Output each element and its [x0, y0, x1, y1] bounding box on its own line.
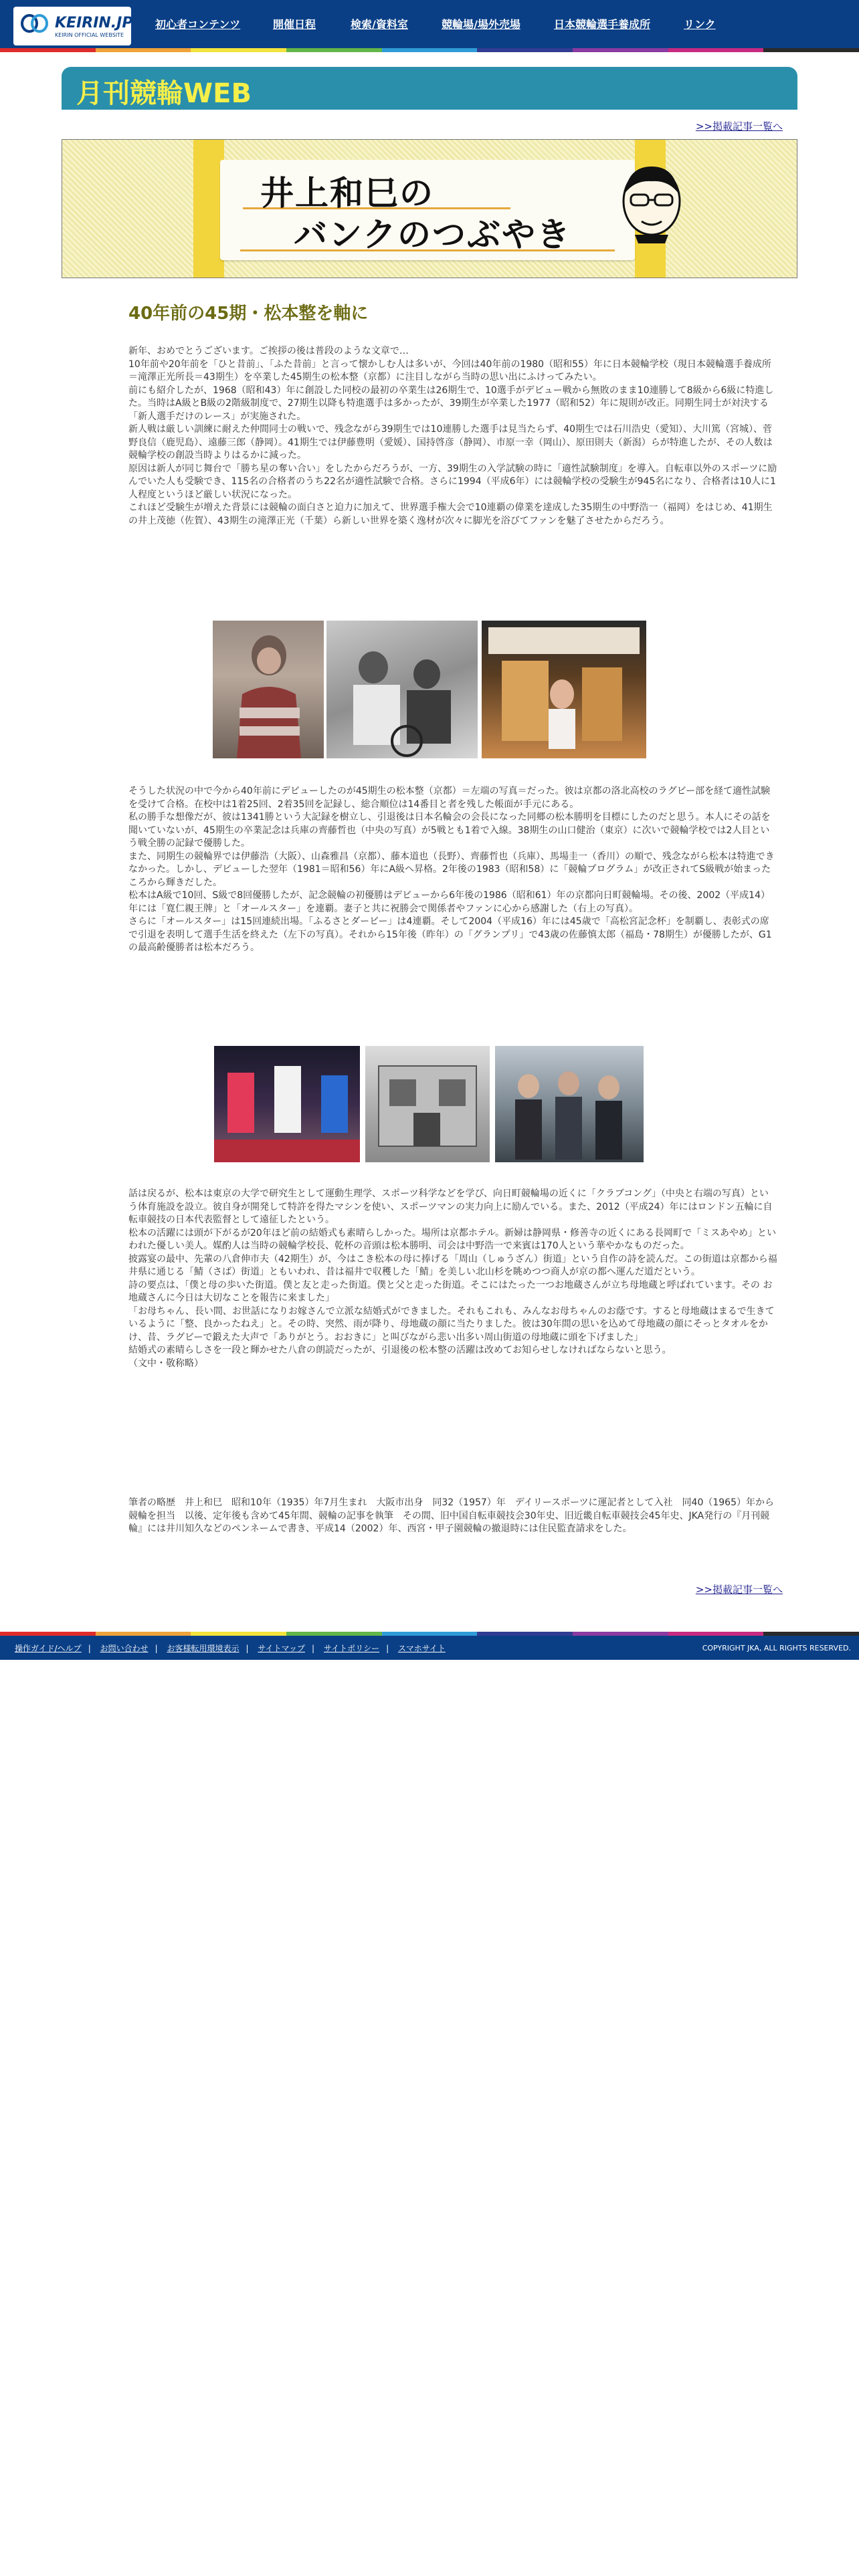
site-footer	[0, 1636, 859, 1660]
paragraph: 結婚式の素晴らしさを一段と輝かせた八倉の朗読だったが、引退後の松本整の活躍は改めてお知らせしなければならないと思う。	[128, 1345, 672, 1356]
copyright: COPYRIGHT JKA, ALL RIGHTS RESERVED.	[702, 1644, 851, 1652]
nav-training-school[interactable]: 日本競輪選手養成所	[554, 18, 651, 31]
column-banner	[62, 139, 797, 278]
photo-stage-scene	[482, 621, 646, 758]
column-title-line1: 井上和巳の	[260, 174, 434, 213]
article-middle	[128, 785, 777, 955]
photo-club-kong-exterior	[365, 1046, 490, 1162]
paragraph: 私の勝手な想像だが、彼は1341勝という大記録を樹立し、引退後は日本名輪会の会長になった同郷の松本勝明を目標にしたのだと思う。本人にその話を聞いていないが、45期生の卒業記念は兵庫の齊藤哲也（中央の写真）が5戦とも1着で入線。38期生の山口健治（東京）に次いで競輪学校では2人目という戦全勝の記録で優勝した。	[128, 812, 771, 849]
color-strip-segment	[668, 48, 764, 52]
footer-separator: |	[386, 1644, 389, 1653]
footer-link-contact[interactable]: お問い合わせ	[100, 1644, 149, 1653]
photo-people-group	[495, 1046, 644, 1162]
paragraph: 松本はA級で10回、S級で8回優勝したが、記念競輪の初優勝はデビューから6年後の1986（昭和61）年の京都向日町競輪場。その後、2002（平成14）年には「寛仁親王牌」と「オールスター」を連覇。妻子と共に祝勝会で関係者やファンに心から感謝した（右上の写真）。	[128, 890, 770, 914]
color-strip-segment	[382, 48, 478, 52]
photo-graduation-race	[326, 621, 478, 758]
nav-venues[interactable]: 競輪場/場外売場	[442, 18, 520, 31]
logo-text: KEIRIN.JP	[55, 15, 133, 31]
paragraph: 10年前や20年前を「ひと昔前」、「ふた昔前」と言って懐かしむ人は多いが、今回は40年前の1980（昭和55）年に日本競輪学校（現日本競輪選手養成所＝滝澤正光所長＝43期生）を卒業した45期生の松本整（京都）に注目しながら当時の思い出にふけってみたい。	[128, 358, 771, 383]
photo-matsumoto-young	[213, 621, 324, 758]
color-strip-segment	[0, 48, 96, 52]
column-title-line2: バンクのつぶやき	[294, 215, 571, 254]
color-strip-segment	[573, 48, 668, 52]
footer-link-sitemap[interactable]: サイトマップ	[258, 1644, 306, 1653]
photo-race-scene	[326, 621, 478, 758]
footer-link-policy[interactable]: サイトポリシー	[323, 1644, 380, 1653]
section-title-banner	[62, 67, 797, 110]
footer-link-help[interactable]: 操作ガイド/ヘルプ	[15, 1644, 82, 1653]
photo-club-kong-interior	[495, 1046, 644, 1162]
photo-person-icon	[213, 621, 324, 758]
logo-subtext: KEIRIN OFFICIAL WEBSITE	[55, 32, 124, 38]
paragraph: これほど受験生が増えた背景には競輪の面白さと迫力に加えて、世界選手権大会で10連覇の偉業を達成した35期生の中野浩一（福岡）をはじめ、41期生の井上茂徳（佐賀）、43期生の滝澤正光（千葉）ら新しい世界を築く逸材が次々に脚光を浴びてファンを魅了させたからだろう。	[128, 502, 773, 526]
site-header	[0, 0, 859, 52]
article-title: 40年前の45期・松本整を軸に	[128, 304, 369, 324]
footer-links	[15, 1642, 446, 1654]
photo-building	[365, 1046, 490, 1162]
keirin-logo-icon	[20, 13, 50, 33]
article-intro	[128, 345, 777, 528]
paragraph: （文中・敬称略）	[128, 1358, 203, 1369]
nav-schedule[interactable]: 開催日程	[273, 18, 316, 31]
nav-beginner[interactable]: 初心者コンテンツ	[155, 18, 241, 31]
paragraph: 新年、おめでとうございます。ご挨拶の後は普段のような文章で…	[128, 346, 409, 356]
paragraph: 前にも紹介したが、1968（昭和43）年に創設した同校の最初の卒業生は26期生で、10選手がデビュー戦から無敗のまま10連勝して8級から6級に特進した。当時はA級とB級の2階級制度で、27期生以降も特進選手は多かったが、39期生が卒業した1977（昭和52）年に規則が改正。同期生同士が対決する「新人選手だけのレース」が実施された。	[128, 385, 774, 422]
paragraph: 「お母ちゃん、長い間、お世話になりお嫁さんで立派な結婚式ができました。それもこれも、みんなお母ちゃんのお蔭です。すると母地蔵はまるで生きているように「整、良かったねえ」と。その時、突然、雨が降り、母地蔵の顔に当たりました。彼は30年間の思いを込めて母地蔵の顔にそっとタオルをかけ、昔、ラグビーで鍛えた大声で「ありがとう。おおきに」と叫びながら悲い出多い周山街道の母地蔵に頭を下げました」	[128, 1305, 775, 1343]
section-title: 月刊競輪WEB	[76, 78, 252, 109]
footer-separator: |	[246, 1644, 249, 1653]
photo-celebration	[482, 621, 646, 758]
color-strip-segment	[191, 48, 286, 52]
article-final	[128, 1188, 777, 1370]
footer-link-smartphone[interactable]: スマホサイト	[397, 1644, 446, 1653]
color-strip-segment	[286, 48, 382, 52]
color-strip-segment	[477, 48, 573, 52]
footer-separator: |	[88, 1644, 91, 1653]
header-color-strip	[0, 48, 859, 52]
article-list-link-bottom[interactable]: >>掲載記事一覧へ	[695, 1584, 783, 1596]
photo-podium-scene	[214, 1046, 360, 1162]
nav-search[interactable]: 検索/資料室	[351, 18, 408, 31]
paragraph: 披露宴の最中、先輩の八倉伸市夫（42期生）が、今はこき松本の母に捧げる「周山（しゅうざん）街道」という自作の詩を読んだ。この街道は京都から福井県に通じる「鯖（さば）街道」ともいわれ、昔は福井で収穫した「鯖」を美しい北山杉を眺めつつ商人が京の都へ運んだ道だという。	[128, 1253, 777, 1277]
paragraph: 原因は新人が同じ舞台で「勝ち星の奪い合い」をしたからだろうが、一方、39期生の入学試験の時に「適性試験制度」を導入。自転車以外のスポーツに励んでいた人も受験でき、115名の合格者のうち22名が適性試験で合格。さらに1994（平成6年）には競輪学校の受験生が945名になり、合格者は10人に1人程度というほど厳しい状況になった。	[128, 463, 777, 500]
footer-separator: |	[155, 1644, 158, 1653]
article-list-link-top[interactable]: >>掲載記事一覧へ	[695, 120, 783, 132]
color-strip-segment	[96, 48, 191, 52]
paragraph: 話は戻るが、松本は東京の大学で研究生として運動生理学、スポーツ科学などを学び、向日町競輪場の近くに「クラブコング」（中央と右端の写真）という体育施設を設立。彼自身が開発して特許を得たマシンを使い、スポーツマンの実力向上に励んでいる。また、2012（平成24）年にはロンドン五輪に自転車競技の日本代表監督として遠征したという。	[128, 1188, 773, 1225]
site-logo[interactable]	[13, 7, 131, 45]
footer-link-environment[interactable]: お客様転用環境表示	[167, 1644, 240, 1653]
nav-links[interactable]: リンク	[684, 18, 716, 31]
footer-separator: |	[312, 1644, 315, 1653]
author-profile: 筆者の略歴 井上和巳 昭和10年（1935）年7月生まれ 大阪市出身 同32（1957）年 デイリースポーツに運記者として入社 同40（1965）年から競輪を担当 以後、定年後も含めて45年間、競輪の記事を執筆 その間、旧中国自転車競技会30年史、旧近畿自転車競技会45年史、JKA発行の『月刊競輪』には井川知久などのペンネームで書き、平成14（2002）年、西宮・甲子園競輪の撤退時には住民監査請求をした。	[128, 1497, 774, 1534]
paragraph: また、同期生の競輪界では伊藤浩（大阪）、山森雅昌（京都）、藤本道也（長野）、齊藤哲也（兵庫）、馬場圭一（香川）の順で、残念ながら松本は特進できなかった。しかし、デビューした翌年（1981＝昭和56）年にA級へ昇格。2年後の1983（昭和58）に「競輪プログラム」が改正されてS級戦が始まったころから輝きだした。	[128, 851, 775, 888]
paragraph: 新人戦は厳しい訓練に耐えた仲間同士の戦いで、残念ながら39期生では10連勝した選手は見当たらず、40期生では石川浩史（愛知）、大川篤（宮城）、菅野良信（鹿児島）、遠藤三郎（静岡）。41期生では伊藤豊明（愛媛）、国持啓彦（静岡）、市原一幸（岡山）、原田則夫（新潟）らが特進したが、その人数は競輪学校の創設当時よりはるかに減った。	[128, 424, 773, 461]
paragraph: さらに「オールスター」は15回連続出場。「ふるさとダービー」は4連覇。そして2004（平成16）年には45歳で「高松宮記念杯」を制覇し、表彰式の席で引退を表明して選手生活を終えた（左下の写真）。それから15年後（昨年）の「グランプリ」で43歳の佐藤慎太郎（福島・78期生）が優勝したが、G1の最高齢優勝者は松本だろう。	[128, 916, 772, 953]
paragraph: 松本の活躍には頭が下がるが20年ほど前の結婚式も素晴らしかった。場所は京都ホテル。新婦は静岡県・修善寺の近くにある長岡町で「ミスあやめ」といわれた優しい美人。媒酌人は当時の競輪学校長、乾杯の音頭は松本勝明、司会は中野浩一で来賓は170人という華やかなものだった。	[128, 1227, 776, 1251]
photo-retirement-ceremony	[214, 1046, 360, 1162]
color-strip-segment	[763, 48, 859, 52]
paragraph: 詩の要点は、「僕と母の歩いた街道。僕と友と走った街道。僕と父と走った街道。そこにはたった一つお地蔵さんが立ち母地蔵と呼ばれています。その お地蔵さんに今日は大切なことを報告に来ました」	[128, 1279, 773, 1303]
banner-paper	[220, 160, 635, 260]
paragraph: そうした状況の中で今から40年前にデビューしたのが45期生の松本整（京都）＝左端の写真＝だった。彼は京都の洛北高校のラグビー部を経て適性試験を受けて合格。在校中は1着25回、2着35回を記録し、総合順位は14番目と者を残した帳面が手元にある。	[128, 786, 771, 810]
author-portrait-illustration	[615, 160, 688, 247]
